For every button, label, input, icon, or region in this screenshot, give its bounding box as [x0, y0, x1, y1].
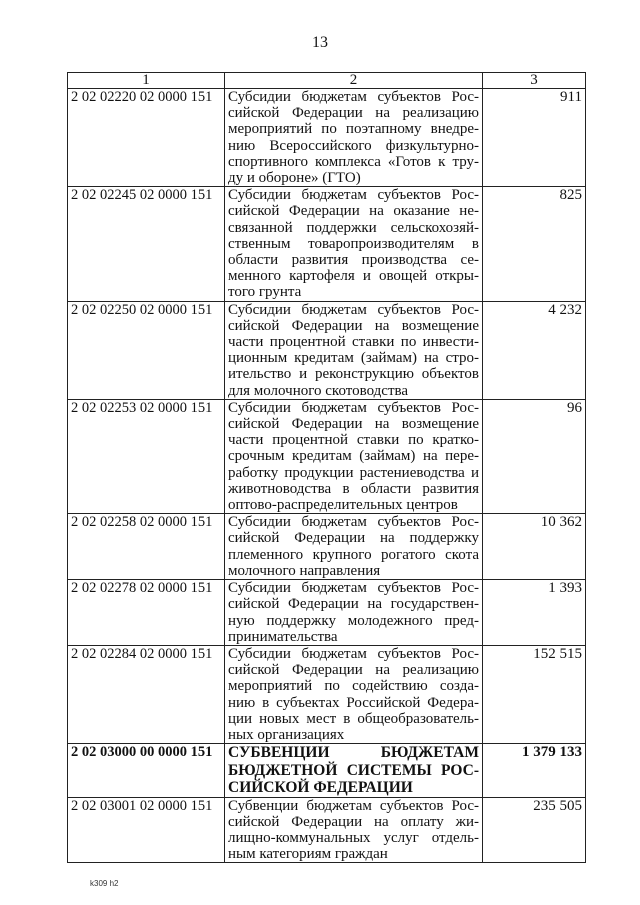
amount: 235 505 — [483, 797, 586, 863]
table-row — [68, 514, 586, 580]
description-line: молочного направления — [228, 562, 381, 579]
description-line: срочным кредитам (займам) на пере- — [228, 448, 479, 465]
income-description — [225, 89, 483, 187]
table-row — [68, 187, 586, 301]
description-line: части процентной ставки по инвести- — [228, 334, 479, 351]
description-line: сийской Федерации на государствен- — [228, 596, 479, 613]
description-line: ительство и реконструкцию объектов — [228, 366, 479, 383]
description-line: ционным кредитам (займам) на стро- — [228, 350, 479, 367]
description-line: работку продукции растениеводства и — [228, 464, 479, 481]
description-line: сийской Федерации на реализацию — [228, 105, 479, 122]
description-line: СУБВЕНЦИИ БЮДЖЕТАМ — [228, 744, 479, 762]
description-line: ных организациях — [228, 726, 345, 743]
description-line: Субсидии бюджетам субъектов Рос- — [228, 399, 479, 416]
column-header: 1 — [68, 73, 225, 89]
description-line: сийской Федерации на оказание не- — [228, 203, 479, 220]
column-header: 3 — [483, 73, 586, 89]
budget-code: 2 02 02220 02 0000 151 — [68, 89, 225, 187]
description-line: животноводства в области развития — [228, 480, 479, 497]
description-line: спортивного комплекса «Готов к тру- — [228, 153, 479, 170]
table-row — [68, 399, 586, 513]
description-line: мероприятий по содействию созда- — [228, 678, 479, 695]
description-line: Субсидии бюджетам субъектов Рос- — [228, 645, 479, 662]
description-line: принимательства — [228, 628, 338, 645]
description-line: БЮДЖЕТНОЙ СИСТЕМЫ РОС- — [228, 761, 479, 779]
description-line: Субсидии бюджетам субъектов Рос- — [228, 580, 479, 597]
description-line: Субсидии бюджетам субъектов Рос- — [228, 301, 479, 318]
description-line: ным категориям граждан — [228, 846, 388, 863]
budget-code: 2 02 02250 02 0000 151 — [68, 301, 225, 399]
income-description — [225, 797, 483, 863]
description-line: Субсидии бюджетам субъектов Рос- — [228, 89, 479, 105]
amount: 1 393 — [483, 580, 586, 646]
amount: 825 — [483, 187, 586, 301]
description-line: Субсидии бюджетам субъектов Рос- — [228, 187, 479, 204]
table-row — [68, 645, 586, 743]
description-line: лищно-коммунальных услуг отдель- — [228, 830, 479, 847]
description-line: области развития производства се- — [228, 252, 479, 269]
table-row — [68, 797, 586, 863]
amount: 1 379 133 — [483, 744, 586, 798]
budget-code: 2 02 02258 02 0000 151 — [68, 514, 225, 580]
description-line: сийской Федерации на оплату жи- — [228, 813, 479, 830]
income-description — [225, 301, 483, 399]
description-line: Субвенции бюджетам субъектов Рос- — [228, 797, 479, 814]
page-number: 13 — [312, 34, 328, 51]
budget-code: 2 02 02284 02 0000 151 — [68, 645, 225, 743]
amount: 911 — [483, 89, 586, 187]
description-line: оптово-распределительных центров — [228, 497, 458, 514]
description-line: СИЙСКОЙ ФЕДЕРАЦИИ — [228, 779, 413, 797]
description-line: мероприятий по поэтапному внедре- — [228, 121, 479, 138]
table-body — [68, 89, 586, 863]
budget-table — [67, 72, 586, 863]
income-description — [225, 514, 483, 580]
description-line: ции новых мест в общеобразователь- — [228, 710, 479, 727]
description-line: того грунта — [228, 284, 302, 301]
description-line: нию в субъектах Российской Федера- — [228, 694, 479, 711]
column-header: 2 — [225, 73, 483, 89]
footer-code: k309 h2 — [90, 879, 119, 888]
table-row — [68, 301, 586, 399]
budget-code: 2 02 03001 02 0000 151 — [68, 797, 225, 863]
income-description — [225, 187, 483, 301]
income-description — [225, 580, 483, 646]
description-line: Субсидии бюджетам субъектов Рос- — [228, 514, 479, 531]
budget-code: 2 02 02278 02 0000 151 — [68, 580, 225, 646]
description-line: племенного крупного рогатого скота — [228, 546, 479, 563]
amount: 4 232 — [483, 301, 586, 399]
description-line: сийской Федерации на возмещение — [228, 317, 479, 334]
table-row — [68, 580, 586, 646]
description-line: ную поддержку молодежного пред- — [228, 612, 479, 629]
amount: 10 362 — [483, 514, 586, 580]
description-line: менного картофеля и овощей откры- — [228, 268, 479, 285]
budget-code: 2 02 02245 02 0000 151 — [68, 187, 225, 301]
description-line: для молочного скотоводства — [228, 382, 409, 399]
description-line: сийской Федерации на поддержку — [228, 530, 479, 547]
table-row — [68, 89, 586, 187]
budget-code: 2 02 03000 00 0000 151 — [68, 744, 225, 798]
income-description — [225, 645, 483, 743]
amount: 96 — [483, 399, 586, 513]
description-line: ственным товаропроизводителям в — [228, 235, 479, 252]
income-description — [225, 399, 483, 513]
description-line: связанной поддержки сельскохозяй- — [228, 219, 479, 236]
table-row — [68, 744, 586, 798]
budget-code: 2 02 02253 02 0000 151 — [68, 399, 225, 513]
description-line: ду и обороне» (ГТО) — [228, 170, 361, 187]
description-line: сийской Федерации на возмещение — [228, 416, 479, 433]
amount: 152 515 — [483, 645, 586, 743]
description-line: сийской Федерации на реализацию — [228, 662, 479, 679]
description-line: части процентной ставки по кратко- — [228, 432, 479, 449]
income-description — [225, 744, 483, 798]
description-line: нию Всероссийского физкультурно- — [228, 137, 479, 154]
table-header-row — [68, 73, 586, 89]
